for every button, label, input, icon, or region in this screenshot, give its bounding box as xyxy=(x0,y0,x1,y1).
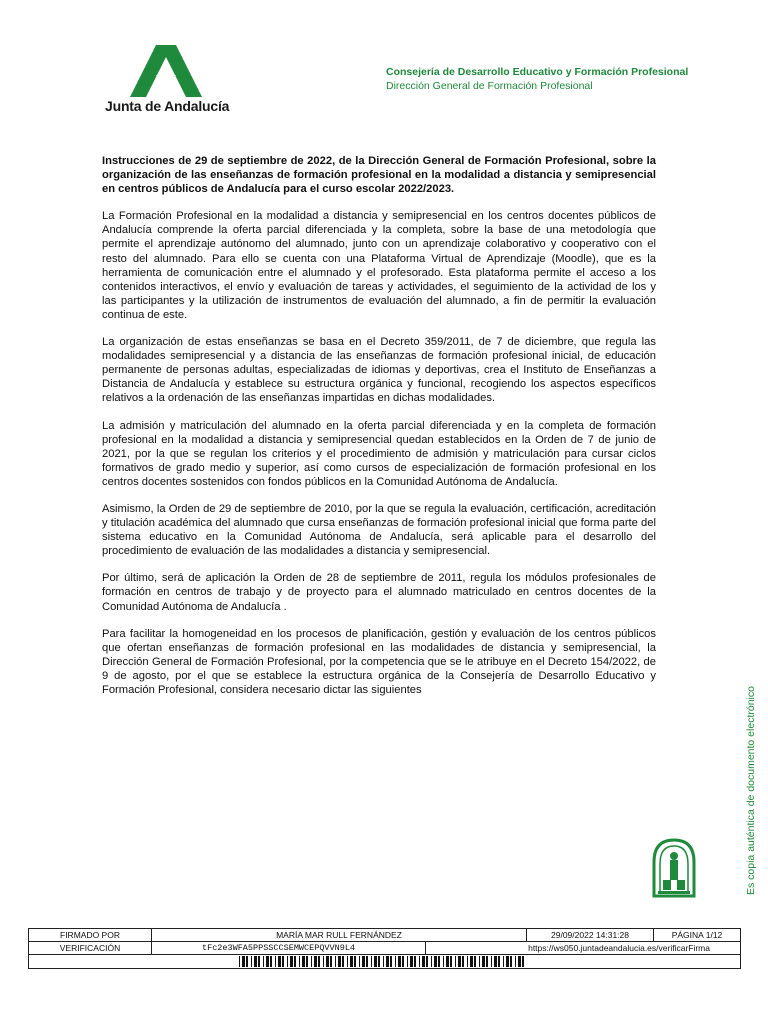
barcode-cell xyxy=(29,955,741,969)
header-org xyxy=(386,65,688,93)
fecha: 29/09/2022 14:31:28 xyxy=(527,929,654,942)
consejeria-name: Consejería de Desarrollo Educativo y Formación Profesional xyxy=(386,66,689,78)
document-body xyxy=(102,154,656,710)
table-row xyxy=(29,929,741,942)
paragraph: Asimismo, la Orden de 29 de septiembre de 2010, por la que se regula la evaluación, certificación, acreditación y titulación académica del alumnado que cursa enseñanzas de formación profesional inicial que forma parte del sistema educativo en la Comunidad Autónoma de Andalucía, será aplicable para el desarrollo del procedimiento de evaluación de las modalidades a distancia y semipresencial. xyxy=(102,502,656,558)
direccion-name: Dirección General de Formación Profesional xyxy=(386,80,593,92)
verificacion-label: VERIFICACIÓN xyxy=(29,942,152,955)
coat-of-arms-icon xyxy=(648,836,700,898)
paragraph: La Formación Profesional en la modalidad a distancia y semipresencial en los centros docentes públicos de Andalucía comprende la oferta parcial diferenciada y la completa, sobre la base de una metodología que permite el aprendizaje autónomo del alumnado, junto con un aprendizaje colaborativo y cooperativo con el resto del alumnado. Para ello se cuenta con una Plataforma Virtual de Aprendizaje (Moodle), que es la herramienta de comunicación entre el alumnado y el profesorado. Esta plataforma permite el acceso a los contenidos interactivos, el envío y evaluación de tareas y actividades, el seguimiento de la actividad de los y las participantes y la utilización de instrumentos de evaluación del alumnado, a fin de permitir la evaluación continua de este. xyxy=(102,210,656,321)
junta-a-logo-icon xyxy=(130,45,202,97)
paragraph: La organización de estas enseñanzas se basa en el Decreto 359/2011, de 7 de diciembre, que regula las modalidades semipresencial y a distancia de las enseñanzas de formación profesional inicial, de educación permanente de personas adultas, especializadas de idiomas y deportivas, crea el Instituto de Enseñanzas a Distancia de Andalucía y establece su estructura orgánica y funcional, recogiendo los aspectos específicos relativos a la ordenación de las enseñanzas impartidas en dichas modalidades. xyxy=(102,336,656,405)
table-row xyxy=(29,942,741,955)
paragraph: Por último, será de aplicación la Orden de 28 de septiembre de 2011, regula los módulos profesionales de formación en centros de trabajo y de proyecto para el alumnado matriculado en centros docentes de la Comunidad Autónoma de Andalucía . xyxy=(102,572,656,613)
junta-logo xyxy=(100,45,235,120)
paragraph: La admisión y matriculación del alumnado en la oferta parcial diferenciada y en la completa de formación profesional en la modalidad a distancia y semipresencial quedan establecidos en la Orden de 7 de junio de 2021, por la que se regulan los criterios y el procedimiento de admisión y matriculación para cursar ciclos formativos de grado medio y superior, así como cursos de especialización de formación profesional en los centros docentes sostenidos con fondos públicos en la Comunidad Autónoma de Andalucía. xyxy=(102,419,656,488)
signature-table xyxy=(28,928,741,969)
table-row xyxy=(29,955,741,969)
junta-seal xyxy=(648,836,700,903)
verificar-url[interactable]: https://ws050.juntadeandalucia.es/verificarFirma xyxy=(426,942,741,955)
firmante: MARÍA MAR RULL FERNÁNDEZ xyxy=(152,929,527,942)
barcode-icon xyxy=(239,956,529,967)
firmado-label: FIRMADO POR xyxy=(29,929,152,942)
logo-text: Junta de Andalucía xyxy=(105,98,230,114)
paragraph: Para facilitar la homogeneidad en los procesos de planificación, gestión y evaluación de los centros públicos que ofertan enseñanzas de formación profesional en las modalidades de distancia y semipresencial, la Dirección General de Formación Profesional, por la competencia que se le atribuye en el Decreto 154/2022, de 9 de agosto, por el que se establece la estructura orgánica de la Consejería de Desarrollo Educativo y Formación Profesional, considera necesario dictar las siguientes xyxy=(102,627,656,696)
document-title: Instrucciones de 29 de septiembre de 2022, de la Dirección General de Formación Profesional, sobre la organización de las enseñanzas de formación profesional en la modalidad a distancia y semipresencial en centros públicos de Andalucía para el curso escolar 2022/2023. xyxy=(102,155,656,196)
codigo-verificacion: tFc2e3WFA5PPSSCCSEMWCEPQVVN9L4 xyxy=(152,942,426,955)
pagina: PÁGINA 1/12 xyxy=(654,929,741,942)
vertical-authenticity-text: Es copia auténtica de documento electrónico xyxy=(745,686,757,895)
